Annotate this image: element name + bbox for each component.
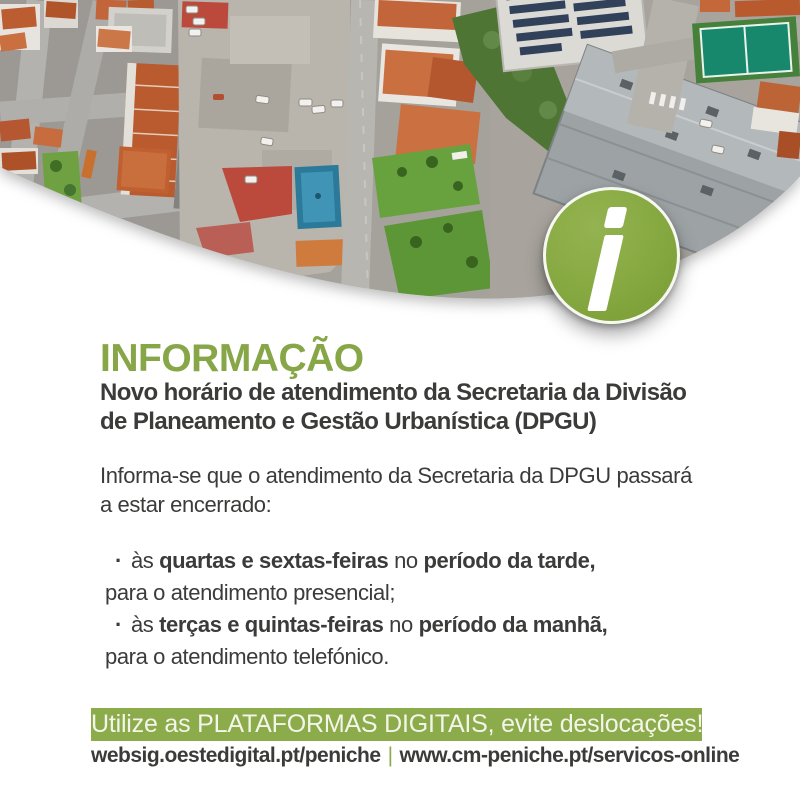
footer-links	[91, 744, 740, 768]
bullet-period: período da tarde,	[423, 548, 596, 573]
bullet-dot: ·	[115, 548, 122, 573]
bullet-days: terças e quintas-feiras	[159, 612, 384, 637]
intro-text	[100, 461, 740, 519]
bullet-line	[100, 545, 740, 577]
subtitle-line-2: de Planeamento e Gestão Urbanística (DPGU)	[100, 408, 597, 435]
cta-banner: Utilize as PLATAFORMAS DIGITAIS, evite deslocações!	[91, 708, 702, 741]
info-icon-dot	[604, 207, 628, 228]
footer-separator: |	[387, 744, 393, 767]
intro-line-2: a estar encerrado:	[100, 492, 272, 517]
bullet-mid: no	[383, 612, 419, 637]
info-icon	[543, 187, 680, 324]
aerial-photo	[0, 0, 800, 312]
intro-line-1: Informa-se que o atendimento da Secretaria da DPGU passará	[100, 463, 692, 488]
footer-url-websig[interactable]: websig.oestedigital.pt/peniche	[91, 744, 381, 767]
bullet-days: quartas e sextas-feiras	[159, 548, 389, 573]
bullet-lead: às	[130, 548, 160, 573]
bullet-dot: ·	[115, 612, 122, 637]
schedule-list	[100, 545, 740, 673]
bullet-mid: no	[388, 548, 424, 573]
page-title: INFORMAÇÃO	[100, 337, 364, 380]
bullet-line	[100, 609, 740, 641]
bullet-continuation: para o atendimento presencial;	[105, 580, 396, 605]
footer-url-cm-peniche[interactable]: www.cm-peniche.pt/servicos-online	[399, 744, 740, 767]
list-item	[100, 545, 740, 609]
info-icon-stem	[587, 235, 624, 311]
list-item	[100, 609, 740, 673]
subtitle-line-1: Novo horário de atendimento da Secretaria da Divisão	[100, 379, 687, 406]
bullet-continuation: para o atendimento telefónico.	[105, 644, 389, 669]
bullet-lead: às	[130, 612, 160, 637]
bullet-period: período da manhã,	[418, 612, 608, 637]
subtitle	[100, 378, 740, 436]
aerial-photo-graphic	[0, 0, 800, 312]
